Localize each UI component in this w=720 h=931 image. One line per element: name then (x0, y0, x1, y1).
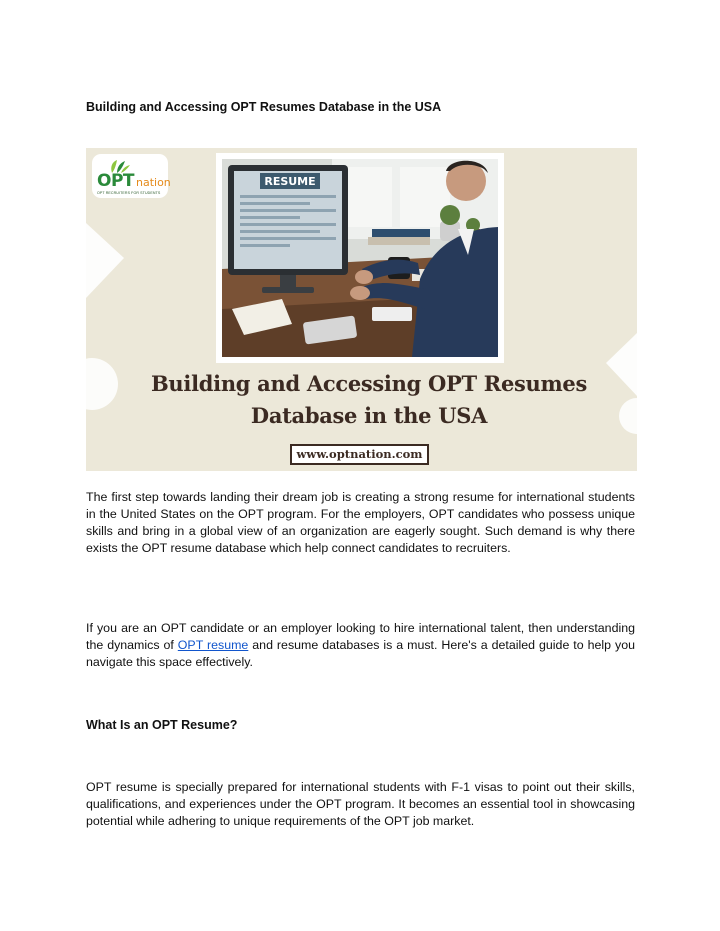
banner-title (146, 368, 592, 432)
banner-title-line1: Building and Accessing OPT Resumes (150, 371, 587, 396)
screen-resume-label: RESUME (264, 175, 316, 188)
banner-image (86, 148, 637, 471)
document-title: Building and Accessing OPT Resumes Database in the USA (86, 100, 442, 114)
logo-opt-text: OPT (97, 171, 135, 191)
paragraph-text: If you are an OPT candidate or an employer looking to hire international talent, then understanding the dynamics of (86, 621, 635, 652)
office-desk-photo (222, 159, 498, 357)
paragraph-definition: OPT resume is specially prepared for international students with F-1 visas to point out their skills, qualifications, and experiences under the OPT program. It becomes an essential tool in showcasing potential while adhering to unique requirements of the OPT job market. (86, 780, 635, 828)
section-heading: What Is an OPT Resume? (86, 718, 238, 732)
logo-nation-text: nation (136, 176, 171, 189)
photo-frame (216, 153, 504, 363)
banner-title-line2: Database in the USA (250, 403, 488, 428)
banner-url: www.optnation.com (290, 444, 429, 465)
paragraph-dynamics (86, 620, 635, 671)
paragraph-intro: The first step towards landing their dream job is creating a strong resume for international students in the United States on the OPT program. For the employers, OPT candidates who possess unique skills and bring in a global view of an organization are eagerly sought. Such demand is why there exists the OPT resume database which help connect candidates to recruiters. (86, 490, 635, 555)
optnation-logo (92, 154, 171, 198)
logo-tagline: OPT RECRUITERS FOR STUDENTS (97, 191, 161, 195)
paragraph-text: and resume databases is a must. Here's a detailed guide to help you navigate this space effectively. (86, 638, 635, 669)
opt-resume-link[interactable]: OPT resume (177, 638, 249, 652)
